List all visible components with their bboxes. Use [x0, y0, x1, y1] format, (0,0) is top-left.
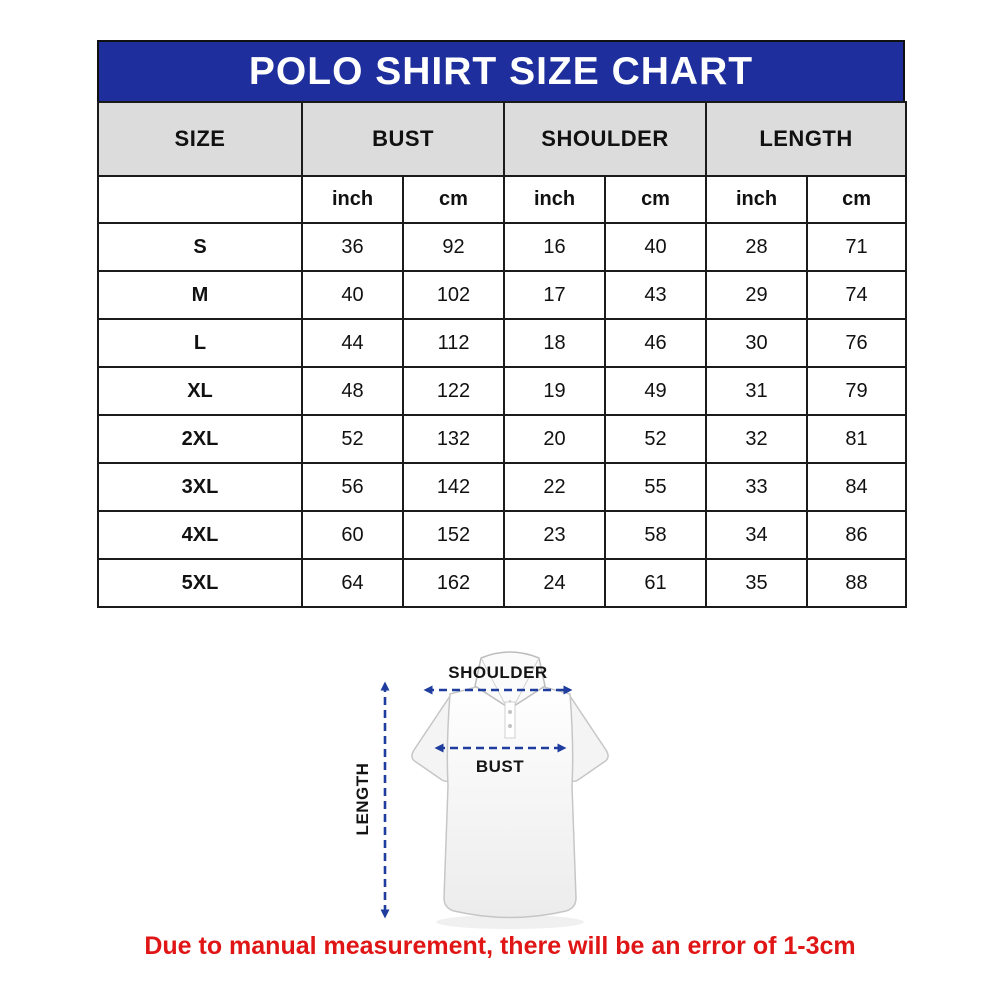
cell-bust-inch: 44: [302, 319, 403, 367]
size-label-cell: XL: [98, 367, 302, 415]
measurement-diagram: [0, 644, 1000, 944]
shirt-button: [508, 710, 512, 714]
size-label-cell: L: [98, 319, 302, 367]
cell-bust-inch: 56: [302, 463, 403, 511]
cell-length-cm: 86: [807, 511, 906, 559]
unit-header-length-inch: inch: [706, 176, 807, 223]
table-row: [98, 511, 906, 559]
unit-header-bust-cm: cm: [403, 176, 504, 223]
cell-shoulder-inch: 16: [504, 223, 605, 271]
cell-shoulder-cm: 61: [605, 559, 706, 607]
cell-shoulder-inch: 23: [504, 511, 605, 559]
table-row: [98, 319, 906, 367]
cell-shoulder-inch: 17: [504, 271, 605, 319]
cell-shoulder-inch: 24: [504, 559, 605, 607]
cell-length-inch: 32: [706, 415, 807, 463]
table-row: [98, 223, 906, 271]
length-label: LENGTH: [353, 762, 372, 836]
unit-header-empty-cell: [98, 176, 302, 223]
page-title: POLO SHIRT SIZE CHART: [248, 49, 754, 93]
cell-shoulder-cm: 49: [605, 367, 706, 415]
shoulder-label: SHOULDER: [448, 663, 548, 682]
cell-bust-inch: 48: [302, 367, 403, 415]
size-label-cell: 5XL: [98, 559, 302, 607]
cell-shoulder-inch: 22: [504, 463, 605, 511]
cell-length-cm: 71: [807, 223, 906, 271]
cell-length-cm: 81: [807, 415, 906, 463]
cell-length-cm: 88: [807, 559, 906, 607]
size-chart-table: [97, 101, 907, 608]
cell-length-inch: 31: [706, 367, 807, 415]
shirt-placket: [505, 702, 515, 738]
cell-bust-cm: 162: [403, 559, 504, 607]
cell-length-inch: 33: [706, 463, 807, 511]
cell-bust-cm: 112: [403, 319, 504, 367]
shirt-button: [508, 724, 512, 728]
cell-length-inch: 29: [706, 271, 807, 319]
cell-length-cm: 76: [807, 319, 906, 367]
cell-bust-cm: 122: [403, 367, 504, 415]
cell-bust-inch: 52: [302, 415, 403, 463]
size-label-cell: 4XL: [98, 511, 302, 559]
polo-shirt-illustration: [348, 644, 658, 942]
table-row: [98, 271, 906, 319]
cell-length-cm: 74: [807, 271, 906, 319]
cell-length-inch: 35: [706, 559, 807, 607]
column-header-size: SIZE: [98, 102, 302, 176]
cell-length-inch: 30: [706, 319, 807, 367]
size-label-cell: M: [98, 271, 302, 319]
cell-bust-cm: 102: [403, 271, 504, 319]
cell-shoulder-inch: 20: [504, 415, 605, 463]
table-row: [98, 415, 906, 463]
unit-header-bust-inch: inch: [302, 176, 403, 223]
cell-bust-inch: 36: [302, 223, 403, 271]
cell-length-cm: 79: [807, 367, 906, 415]
table-row: [98, 463, 906, 511]
cell-length-inch: 34: [706, 511, 807, 559]
cell-length-cm: 84: [807, 463, 906, 511]
cell-shoulder-cm: 55: [605, 463, 706, 511]
cell-shoulder-inch: 19: [504, 367, 605, 415]
cell-shoulder-cm: 52: [605, 415, 706, 463]
column-header-bust: BUST: [302, 102, 504, 176]
cell-shoulder-cm: 40: [605, 223, 706, 271]
unit-header-shoulder-inch: inch: [504, 176, 605, 223]
measurement-note: Due to manual measurement, there will be an error of 1-3cm: [144, 932, 856, 960]
cell-length-inch: 28: [706, 223, 807, 271]
cell-shoulder-cm: 58: [605, 511, 706, 559]
size-label-cell: 2XL: [98, 415, 302, 463]
size-label-cell: S: [98, 223, 302, 271]
title-bar: [97, 40, 905, 103]
bust-label: BUST: [475, 757, 525, 776]
cell-shoulder-cm: 46: [605, 319, 706, 367]
table-row: [98, 559, 906, 607]
column-header-length: LENGTH: [706, 102, 906, 176]
column-header-shoulder: SHOULDER: [504, 102, 706, 176]
cell-bust-cm: 152: [403, 511, 504, 559]
table-header-row: [98, 102, 906, 176]
table-row: [98, 367, 906, 415]
cell-shoulder-inch: 18: [504, 319, 605, 367]
unit-header-shoulder-cm: cm: [605, 176, 706, 223]
cell-shoulder-cm: 43: [605, 271, 706, 319]
unit-header-length-cm: cm: [807, 176, 906, 223]
cell-bust-inch: 40: [302, 271, 403, 319]
unit-header-row: [98, 176, 906, 223]
cell-bust-cm: 132: [403, 415, 504, 463]
cell-bust-cm: 92: [403, 223, 504, 271]
cell-bust-inch: 64: [302, 559, 403, 607]
cell-bust-cm: 142: [403, 463, 504, 511]
size-label-cell: 3XL: [98, 463, 302, 511]
cell-bust-inch: 60: [302, 511, 403, 559]
